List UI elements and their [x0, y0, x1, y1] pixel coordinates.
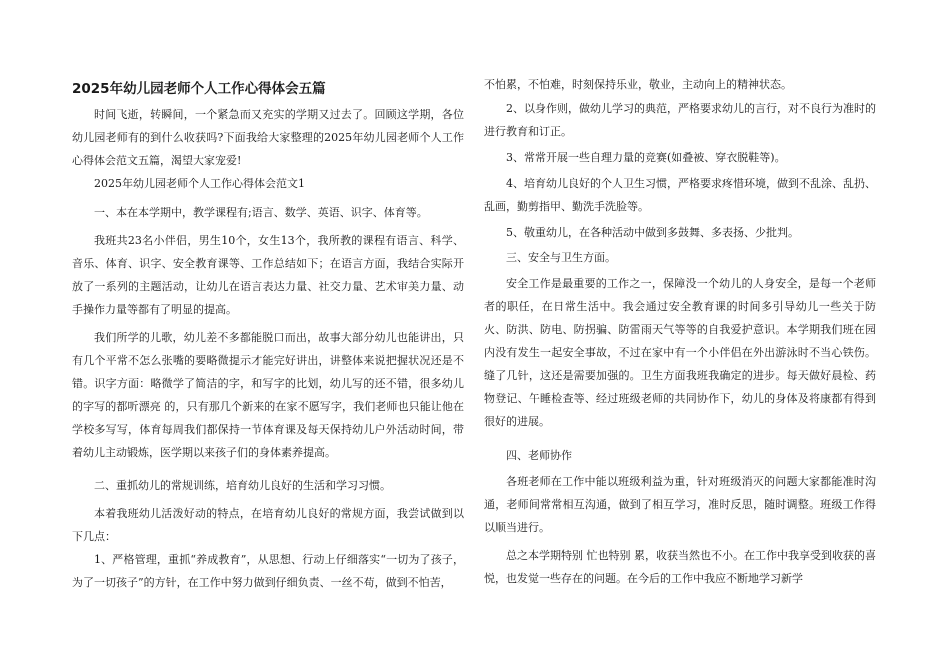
paragraph-point-3: 3、常常开展一些自理力量的竞赛(如叠被、穿衣脱鞋等)。 — [506, 151, 786, 164]
paragraph-subtitle-1: 2025年幼儿园老师个人工作心得体会范文1 — [94, 177, 305, 190]
paragraph-section-4: 四、老师协作 — [506, 449, 572, 462]
paragraph-point-1-cont: 不怕累，不怕难，时刻保持乐业，敬业，主动向上的精神状态。 — [484, 78, 792, 91]
paragraph-intro: 时间飞逝，转瞬间，一个紧急而又充实的学期又过去了。回顾这学期，各位幼儿园老师有的到什么收获吗?下面我给大家整理的2025年幼儿园老师个人工作心得体会范文五篇，渴望大家宠爱! — [72, 108, 464, 167]
paragraph-point-1: 1、严格管理，重抓“养成教育”，从思想、行动上仔细落实“一切为了孩子，为了一切孩子”的方针，在工作中努力做到仔细负责、一丝不苟，做到不怕苦， — [72, 553, 464, 589]
document-title: 2025年幼儿园老师个人工作心得体会五篇 — [72, 81, 326, 97]
paragraph-teamwork: 各班老师在工作中能以班级利益为重，针对班级消灭的问题大家都能准时沟通，老师间常常相互沟通，做到了相互学习，准时反思，随时调整。班级工作得以顺当进行。 — [484, 475, 876, 534]
paragraph-point-2: 2、以身作则，做幼儿学习的典范，严格要求幼儿的言行，对不良行为准时的进行教育和订正。 — [484, 102, 876, 138]
paragraph-point-4: 4、培育幼儿良好的个人卫生习惯，严格要求疼惜环境，做到不乱涂、乱扔、乱画，勤剪指甲、勤洗手洗脸等。 — [484, 177, 876, 213]
paragraph-section-1: 一、本在本学期中，教学课程有;语言、数学、英语、识字、体育等。 — [94, 206, 428, 219]
paragraph-conclusion: 总之本学期特别 忙也特别 累，收获当然也不小。在工作中我享受到收获的喜悦，也发觉一些存在的问题。在今后的工作中我应不断地学习新学 — [484, 549, 876, 585]
paragraph-section-3: 三、安全与卫生方面。 — [506, 251, 616, 264]
paragraph-class-summary: 我班共23名小伴侣，男生10个，女生13个，我所教的课程有语言、科学、音乐、体育、识字、安全教育课等、工作总结如下；在语言方面，我结合实际开放了一系列的主题活动，让幼儿在语言表达力量、社交力量、艺术审美力量、动手操作力量等都有了明显的提高。 — [72, 234, 464, 316]
paragraph-routine-intro: 本着我班幼儿活泼好动的特点，在培育幼儿良好的常规方面，我尝试做到以下几点： — [72, 507, 464, 543]
paragraph-safety: 安全工作是最重要的工作之一，保障没一个幼儿的人身安全，是每一个老师者的职任，在日常生活中。我会通过安全教育课的时间多引导幼儿一些关于防火、防洪、防电、防拐骗、防雷雨天气等等的自我爱护意识。本学期我们班在园内没有发生一起安全事故，不过在家中有一个小伴侣在外出游泳时不当心铁伤。缝了几针，这还是需要加强的。卫生方面我班我确定的进步。每天做好晨检、药物登记、午睡检查等、经过班级老师的共同协作下，幼儿的身体及将康都有得到很好的进展。 — [484, 277, 876, 428]
paragraph-section-2: 二、重抓幼儿的常规训练，培育幼儿良好的生活和学习习惯。 — [94, 479, 391, 492]
paragraph-point-5: 5、敬重幼儿，在各种活动中做到多鼓舞、多表扬、少批判。 — [506, 226, 799, 239]
paragraph-songs-literacy: 我们所学的儿歌，幼儿差不多都能脱口而出，故事大部分幼儿也能讲出，只有几个平常不怎么张嘴的要略微提示才能完好讲出，讲整体来说把握状况还是不错。识字方面：略微学了简洁的字，和写字的比划，幼儿写的还不错，很多幼儿的字写的都听漂亮 的，只有那几个新来的在家不愿写字，我们老师也只能让他在学校多写写，体育每周我们都保持一节体育课及每天保持幼儿户外活动时间，带着幼儿主动锻炼，医学期以来孩子们的身体素养提高。 — [72, 331, 464, 459]
